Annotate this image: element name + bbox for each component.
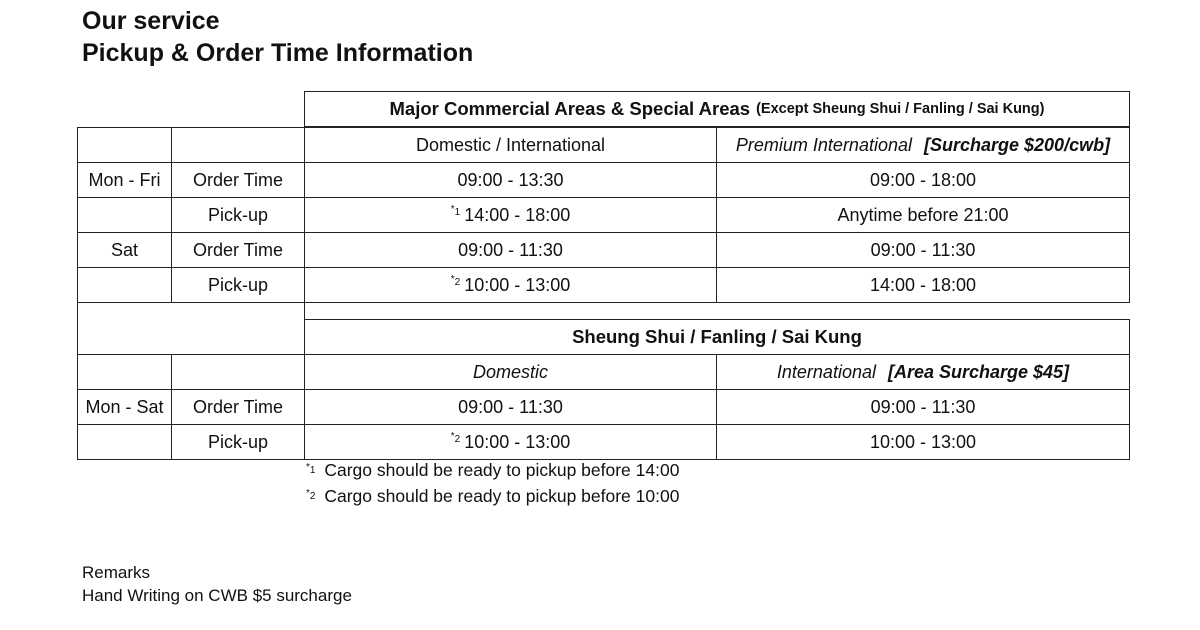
section2-col-international xyxy=(716,354,1130,390)
section1-col-domestic-international: Domestic / International xyxy=(304,127,717,163)
footnote-mark: *2 xyxy=(450,273,461,288)
footnote-mark: *2 xyxy=(450,430,461,445)
premium-international-label: Premium International xyxy=(735,134,912,155)
remarks-heading: Remarks xyxy=(82,563,151,582)
spacer-block xyxy=(77,302,305,355)
page-subtitle: Pickup & Order Time Information xyxy=(82,39,474,67)
type-cell: Pick-up xyxy=(171,267,305,303)
time-cell: 09:00 - 11:30 xyxy=(304,389,717,425)
section2-header: Sheung Shui / Fanling / Sai Kung xyxy=(304,319,1130,355)
section2-col-domestic: Domestic xyxy=(304,354,717,390)
blank-cell xyxy=(171,127,305,163)
time-cell xyxy=(304,267,717,303)
section1-col-premium-international xyxy=(716,127,1130,163)
blank-cell xyxy=(171,354,305,390)
day-cell xyxy=(77,424,172,460)
time-value: 10:00 - 13:00 xyxy=(464,274,571,295)
blank-cell xyxy=(77,354,172,390)
blank-cell xyxy=(77,127,172,163)
time-value: 14:00 - 18:00 xyxy=(464,204,571,225)
time-cell: 09:00 - 11:30 xyxy=(716,389,1130,425)
footnote-mark: *1 xyxy=(450,203,461,218)
footnote-text: Cargo should be ready to pickup before 10:00 xyxy=(324,486,680,506)
page-title: Our service xyxy=(82,7,220,35)
footnote-mark: *1 xyxy=(306,462,316,476)
time-cell: 09:00 - 13:30 xyxy=(304,162,717,198)
time-cell: 10:00 - 13:00 xyxy=(716,424,1130,460)
type-cell: Order Time xyxy=(171,162,305,198)
day-cell: Mon - Fri xyxy=(77,162,172,198)
time-cell: 14:00 - 18:00 xyxy=(716,267,1130,303)
section1-header-sub: (Except Sheung Shui / Fanling / Sai Kung) xyxy=(756,101,1045,117)
remarks-text: Hand Writing on CWB $5 surcharge xyxy=(82,586,352,605)
footnote-text: Cargo should be ready to pickup before 14:00 xyxy=(324,460,680,480)
day-cell: Sat xyxy=(77,232,172,268)
type-cell: Order Time xyxy=(171,232,305,268)
time-value: 10:00 - 13:00 xyxy=(464,431,571,452)
time-cell xyxy=(304,197,717,233)
section1-header-main: Major Commercial Areas & Special Areas xyxy=(389,98,751,119)
footnote-2 xyxy=(306,486,679,507)
international-label: International xyxy=(776,361,876,382)
day-cell: Mon - Sat xyxy=(77,389,172,425)
time-cell: 09:00 - 11:30 xyxy=(716,232,1130,268)
time-cell xyxy=(304,424,717,460)
area-surcharge: [Area Surcharge $45] xyxy=(887,361,1070,382)
section1-header xyxy=(304,91,1130,127)
type-cell: Pick-up xyxy=(171,424,305,460)
footnote-1 xyxy=(306,460,679,481)
time-cell: 09:00 - 11:30 xyxy=(304,232,717,268)
type-cell: Pick-up xyxy=(171,197,305,233)
time-cell: Anytime before 21:00 xyxy=(716,197,1130,233)
footnote-mark: *2 xyxy=(306,488,316,502)
day-cell xyxy=(77,197,172,233)
type-cell: Order Time xyxy=(171,389,305,425)
time-cell: 09:00 - 18:00 xyxy=(716,162,1130,198)
premium-surcharge: [Surcharge $200/cwb] xyxy=(924,134,1111,155)
day-cell xyxy=(77,267,172,303)
